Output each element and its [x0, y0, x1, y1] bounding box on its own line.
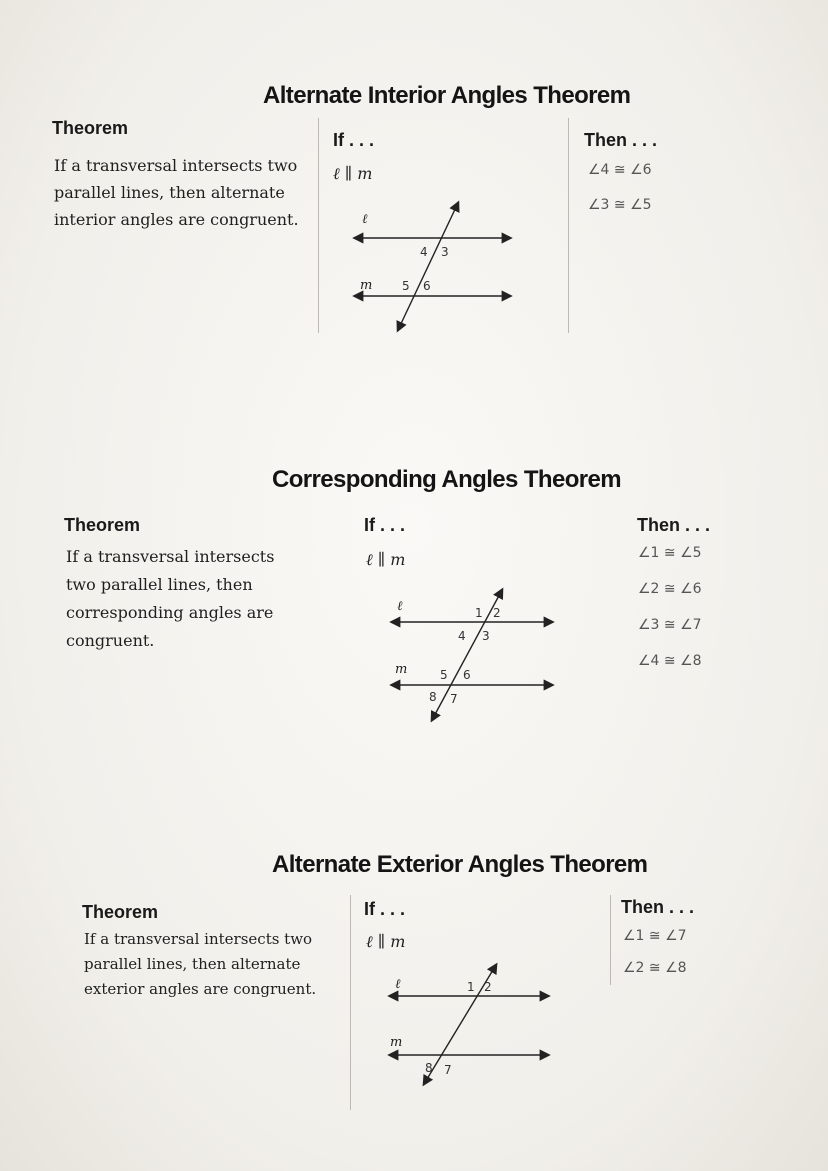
- conclusion: ∠2 ≅ ∠6: [638, 581, 702, 597]
- condition: ℓ ∥ m: [333, 164, 373, 183]
- conclusion: ∠2 ≅ ∠8: [623, 960, 687, 976]
- angle-label: 6: [423, 279, 431, 293]
- angle-label: 4: [458, 629, 466, 643]
- theorem-heading: Theorem: [64, 515, 141, 535]
- theorem-line: parallel lines, then alternate: [84, 955, 301, 973]
- then-heading: Then . . .: [621, 897, 695, 917]
- theorem-heading: Theorem: [52, 118, 129, 138]
- theorem-line: interior angles are congruent.: [54, 210, 299, 229]
- line-label-m: m: [395, 662, 408, 677]
- line-label-l: ℓ: [397, 599, 403, 614]
- theorem-text: [84, 927, 316, 1002]
- line-label-l: ℓ: [395, 977, 401, 992]
- parallel-lines-diagram: [380, 585, 570, 725]
- angle-label: 5: [440, 668, 448, 682]
- if-heading: If . . .: [364, 899, 406, 919]
- angle-label: 2: [493, 606, 501, 620]
- condition: ℓ ∥ m: [366, 932, 406, 951]
- angle-label: 1: [467, 980, 475, 994]
- angle-label: 6: [463, 668, 471, 682]
- condition: ℓ ∥ m: [366, 550, 406, 569]
- angle-label: 2: [484, 980, 492, 994]
- if-heading: If . . .: [333, 130, 375, 150]
- conclusion: ∠1 ≅ ∠7: [623, 928, 687, 944]
- angle-label: 4: [420, 245, 428, 259]
- column-divider: [318, 118, 319, 333]
- angle-label: 7: [444, 1063, 452, 1077]
- line-label-l: ℓ: [362, 212, 368, 227]
- transversal: [398, 203, 458, 330]
- angle-label: 3: [482, 629, 490, 643]
- column-divider: [568, 118, 569, 333]
- column-divider: [610, 895, 611, 985]
- conclusion: ∠3 ≅ ∠5: [588, 197, 652, 213]
- section-title-corresponding: Corresponding Angles Theorem: [272, 466, 622, 493]
- column-divider: [350, 895, 351, 1110]
- section-title-alternate-interior: Alternate Interior Angles Theorem: [263, 82, 631, 109]
- theorem-line: congruent.: [66, 631, 155, 650]
- angle-label: 1: [475, 606, 483, 620]
- parallel-lines-diagram: [378, 960, 568, 1090]
- theorem-line: two parallel lines, then: [66, 575, 253, 594]
- angle-label: 3: [441, 245, 449, 259]
- theorem-line: exterior angles are congruent.: [84, 980, 317, 998]
- theorem-line: If a transversal intersects: [66, 547, 275, 566]
- angle-label: 8: [425, 1061, 433, 1075]
- section-title-alternate-exterior: Alternate Exterior Angles Theorem: [272, 851, 648, 878]
- angle-label: 5: [402, 279, 410, 293]
- conclusion: ∠4 ≅ ∠6: [588, 162, 652, 178]
- transversal: [432, 590, 502, 720]
- theorem-line: If a transversal intersects two: [54, 156, 298, 175]
- then-heading: Then . . .: [584, 130, 658, 150]
- angle-label: 8: [429, 690, 437, 704]
- conclusion: ∠4 ≅ ∠8: [638, 653, 702, 669]
- then-heading: Then . . .: [637, 515, 711, 535]
- line-label-m: m: [360, 278, 373, 293]
- conclusion: ∠1 ≅ ∠5: [638, 545, 702, 561]
- theorem-text: [66, 543, 274, 655]
- theorem-text: [54, 152, 299, 233]
- line-label-m: m: [390, 1035, 403, 1050]
- theorem-line: corresponding angles are: [66, 603, 274, 622]
- conclusion: ∠3 ≅ ∠7: [638, 617, 702, 633]
- theorem-line: parallel lines, then alternate: [54, 183, 285, 202]
- theorem-line: If a transversal intersects two: [84, 930, 313, 948]
- theorem-heading: Theorem: [82, 902, 159, 922]
- parallel-lines-diagram: [340, 195, 530, 335]
- if-heading: If . . .: [364, 515, 406, 535]
- angle-label: 7: [450, 692, 458, 706]
